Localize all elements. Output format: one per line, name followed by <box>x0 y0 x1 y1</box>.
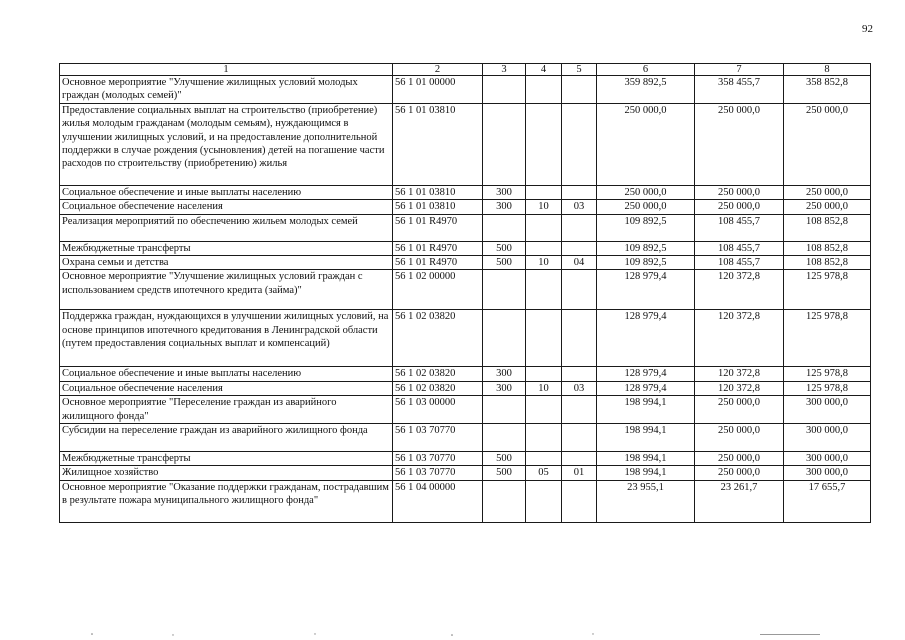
row-section-cell: 10 <box>526 381 562 395</box>
row-subsection-cell <box>562 396 597 424</box>
row-subsection-cell <box>562 270 597 310</box>
row-amount-cell: 120 372,8 <box>695 381 784 395</box>
row-amount-cell: 250 000,0 <box>695 466 784 480</box>
row-amount-cell: 108 455,7 <box>695 256 784 270</box>
column-header: 2 <box>393 64 483 76</box>
row-amount-cell: 108 852,8 <box>784 214 871 241</box>
row-code-cell: 56 1 01 R4970 <box>393 256 483 270</box>
column-header: 4 <box>526 64 562 76</box>
row-section-cell <box>526 452 562 466</box>
row-expense-type-cell <box>483 396 526 424</box>
row-amount-cell: 300 000,0 <box>784 452 871 466</box>
row-section-cell <box>526 214 562 241</box>
row-code-cell: 56 1 04 00000 <box>393 480 483 522</box>
row-name-cell: Жилищное хозяйство <box>60 466 393 480</box>
column-header: 6 <box>597 64 695 76</box>
table-row <box>60 367 871 381</box>
page-number: 92 <box>862 23 873 35</box>
row-name-cell: Реализация мероприятий по обеспечению жильем молодых семей <box>60 214 393 241</box>
row-subsection-cell: 04 <box>562 256 597 270</box>
column-header: 8 <box>784 64 871 76</box>
row-amount-cell: 250 000,0 <box>695 396 784 424</box>
row-name-cell: Социальное обеспечение и иные выплаты населению <box>60 185 393 199</box>
row-amount-cell: 23 261,7 <box>695 480 784 522</box>
row-amount-cell: 128 979,4 <box>597 270 695 310</box>
row-amount-cell: 250 000,0 <box>597 200 695 214</box>
row-expense-type-cell <box>483 214 526 241</box>
row-expense-type-cell <box>483 310 526 367</box>
row-section-cell <box>526 76 562 104</box>
row-amount-cell: 250 000,0 <box>695 185 784 199</box>
row-amount-cell: 198 994,1 <box>597 424 695 452</box>
row-amount-cell: 250 000,0 <box>784 185 871 199</box>
row-amount-cell: 108 852,8 <box>784 256 871 270</box>
row-expense-type-cell: 300 <box>483 200 526 214</box>
table-row <box>60 270 871 310</box>
row-amount-cell: 359 892,5 <box>597 76 695 104</box>
row-code-cell: 56 1 02 03820 <box>393 381 483 395</box>
row-amount-cell: 109 892,5 <box>597 241 695 255</box>
budget-table <box>59 63 871 523</box>
row-expense-type-cell <box>483 76 526 104</box>
row-subsection-cell <box>562 214 597 241</box>
row-name-cell: Межбюджетные трансферты <box>60 241 393 255</box>
row-amount-cell: 125 978,8 <box>784 310 871 367</box>
row-amount-cell: 108 852,8 <box>784 241 871 255</box>
row-amount-cell: 300 000,0 <box>784 466 871 480</box>
table-row <box>60 310 871 367</box>
row-amount-cell: 250 000,0 <box>695 103 784 185</box>
row-section-cell <box>526 103 562 185</box>
row-amount-cell: 358 455,7 <box>695 76 784 104</box>
row-amount-cell: 250 000,0 <box>695 452 784 466</box>
table-header <box>60 64 871 76</box>
row-amount-cell: 108 455,7 <box>695 241 784 255</box>
row-amount-cell: 198 994,1 <box>597 396 695 424</box>
row-name-cell: Предоставление социальных выплат на строительство (приобретение) жилья молодым гражданам (молодым семьям), нуждающимся в улучшении жилищных условий, и на предоставление дополнительной поддержки в случае рождения (усыновления) детей на погашение части расходов по строительству (приобретению) жилья <box>60 103 393 185</box>
row-name-cell: Основное мероприятие "Переселение граждан из аварийного жилищного фонда" <box>60 396 393 424</box>
row-subsection-cell <box>562 185 597 199</box>
row-section-cell <box>526 270 562 310</box>
row-subsection-cell: 03 <box>562 381 597 395</box>
row-section-cell: 10 <box>526 200 562 214</box>
row-code-cell: 56 1 03 70770 <box>393 452 483 466</box>
row-subsection-cell <box>562 452 597 466</box>
row-expense-type-cell <box>483 270 526 310</box>
row-code-cell: 56 1 03 70770 <box>393 424 483 452</box>
row-expense-type-cell: 300 <box>483 381 526 395</box>
row-section-cell: 05 <box>526 466 562 480</box>
row-amount-cell: 120 372,8 <box>695 367 784 381</box>
row-section-cell <box>526 241 562 255</box>
row-name-cell: Социальное обеспечение населения <box>60 381 393 395</box>
table-row <box>60 452 871 466</box>
row-section-cell: 10 <box>526 256 562 270</box>
row-amount-cell: 125 978,8 <box>784 367 871 381</box>
row-code-cell: 56 1 02 00000 <box>393 270 483 310</box>
row-amount-cell: 23 955,1 <box>597 480 695 522</box>
row-code-cell: 56 1 02 03820 <box>393 310 483 367</box>
column-header: 7 <box>695 64 784 76</box>
table-row <box>60 480 871 522</box>
row-amount-cell: 120 372,8 <box>695 270 784 310</box>
table-row <box>60 256 871 270</box>
row-name-cell: Поддержка граждан, нуждающихся в улучшении жилищных условий, на основе принципов ипотечного кредитования в Ленинградской области (путем предоставления социальных выплат и компенсаций) <box>60 310 393 367</box>
row-code-cell: 56 1 02 03820 <box>393 367 483 381</box>
table-row <box>60 76 871 104</box>
row-expense-type-cell: 500 <box>483 241 526 255</box>
row-code-cell: 56 1 01 03810 <box>393 185 483 199</box>
row-expense-type-cell: 500 <box>483 466 526 480</box>
table-row <box>60 103 871 185</box>
row-code-cell: 56 1 03 70770 <box>393 466 483 480</box>
row-name-cell: Основное мероприятие "Улучшение жилищных условий граждан с использованием средств ипотечного кредита (займа)" <box>60 270 393 310</box>
row-name-cell: Основное мероприятие "Оказание поддержки гражданам, пострадавшим в результате пожара муниципального жилищного фонда" <box>60 480 393 522</box>
row-code-cell: 56 1 01 00000 <box>393 76 483 104</box>
row-section-cell <box>526 424 562 452</box>
table-row <box>60 241 871 255</box>
row-subsection-cell: 03 <box>562 200 597 214</box>
row-subsection-cell <box>562 241 597 255</box>
row-code-cell: 56 1 01 R4970 <box>393 241 483 255</box>
row-subsection-cell <box>562 76 597 104</box>
column-header: 3 <box>483 64 526 76</box>
row-name-cell: Субсидии на переселение граждан из аварийного жилищного фонда <box>60 424 393 452</box>
row-subsection-cell <box>562 424 597 452</box>
table-body <box>60 76 871 523</box>
row-subsection-cell: 01 <box>562 466 597 480</box>
row-section-cell <box>526 310 562 367</box>
table-row <box>60 396 871 424</box>
row-amount-cell: 250 000,0 <box>597 103 695 185</box>
row-amount-cell: 198 994,1 <box>597 452 695 466</box>
table-row <box>60 200 871 214</box>
row-name-cell: Основное мероприятие "Улучшение жилищных условий молодых граждан (молодых семей)" <box>60 76 393 104</box>
row-expense-type-cell <box>483 480 526 522</box>
row-amount-cell: 250 000,0 <box>784 200 871 214</box>
table-row <box>60 424 871 452</box>
row-expense-type-cell: 500 <box>483 256 526 270</box>
row-amount-cell: 120 372,8 <box>695 310 784 367</box>
row-name-cell: Социальное обеспечение и иные выплаты населению <box>60 367 393 381</box>
row-amount-cell: 250 000,0 <box>695 200 784 214</box>
row-amount-cell: 125 978,8 <box>784 381 871 395</box>
row-amount-cell: 128 979,4 <box>597 381 695 395</box>
row-amount-cell: 250 000,0 <box>597 185 695 199</box>
row-section-cell <box>526 396 562 424</box>
row-amount-cell: 358 852,8 <box>784 76 871 104</box>
row-amount-cell: 109 892,5 <box>597 214 695 241</box>
row-expense-type-cell: 300 <box>483 185 526 199</box>
row-expense-type-cell <box>483 103 526 185</box>
row-amount-cell: 300 000,0 <box>784 396 871 424</box>
row-subsection-cell <box>562 480 597 522</box>
row-expense-type-cell: 300 <box>483 367 526 381</box>
column-header: 5 <box>562 64 597 76</box>
scan-artifacts <box>0 628 905 640</box>
table-row <box>60 466 871 480</box>
row-section-cell <box>526 185 562 199</box>
row-section-cell <box>526 480 562 522</box>
row-amount-cell: 17 655,7 <box>784 480 871 522</box>
row-amount-cell: 198 994,1 <box>597 466 695 480</box>
row-amount-cell: 125 978,8 <box>784 270 871 310</box>
row-name-cell: Социальное обеспечение населения <box>60 200 393 214</box>
row-name-cell: Охрана семьи и детства <box>60 256 393 270</box>
table-row <box>60 214 871 241</box>
row-subsection-cell <box>562 310 597 367</box>
column-header: 1 <box>60 64 393 76</box>
table-row <box>60 185 871 199</box>
row-amount-cell: 250 000,0 <box>784 103 871 185</box>
row-code-cell: 56 1 01 R4970 <box>393 214 483 241</box>
row-section-cell <box>526 367 562 381</box>
row-code-cell: 56 1 01 03810 <box>393 200 483 214</box>
row-amount-cell: 128 979,4 <box>597 367 695 381</box>
row-amount-cell: 300 000,0 <box>784 424 871 452</box>
table-row <box>60 381 871 395</box>
row-code-cell: 56 1 03 00000 <box>393 396 483 424</box>
row-amount-cell: 108 455,7 <box>695 214 784 241</box>
row-expense-type-cell <box>483 424 526 452</box>
row-code-cell: 56 1 01 03810 <box>393 103 483 185</box>
row-subsection-cell <box>562 103 597 185</box>
row-amount-cell: 250 000,0 <box>695 424 784 452</box>
column-number-row <box>60 64 871 76</box>
row-name-cell: Межбюджетные трансферты <box>60 452 393 466</box>
row-expense-type-cell: 500 <box>483 452 526 466</box>
row-amount-cell: 109 892,5 <box>597 256 695 270</box>
row-subsection-cell <box>562 367 597 381</box>
row-amount-cell: 128 979,4 <box>597 310 695 367</box>
